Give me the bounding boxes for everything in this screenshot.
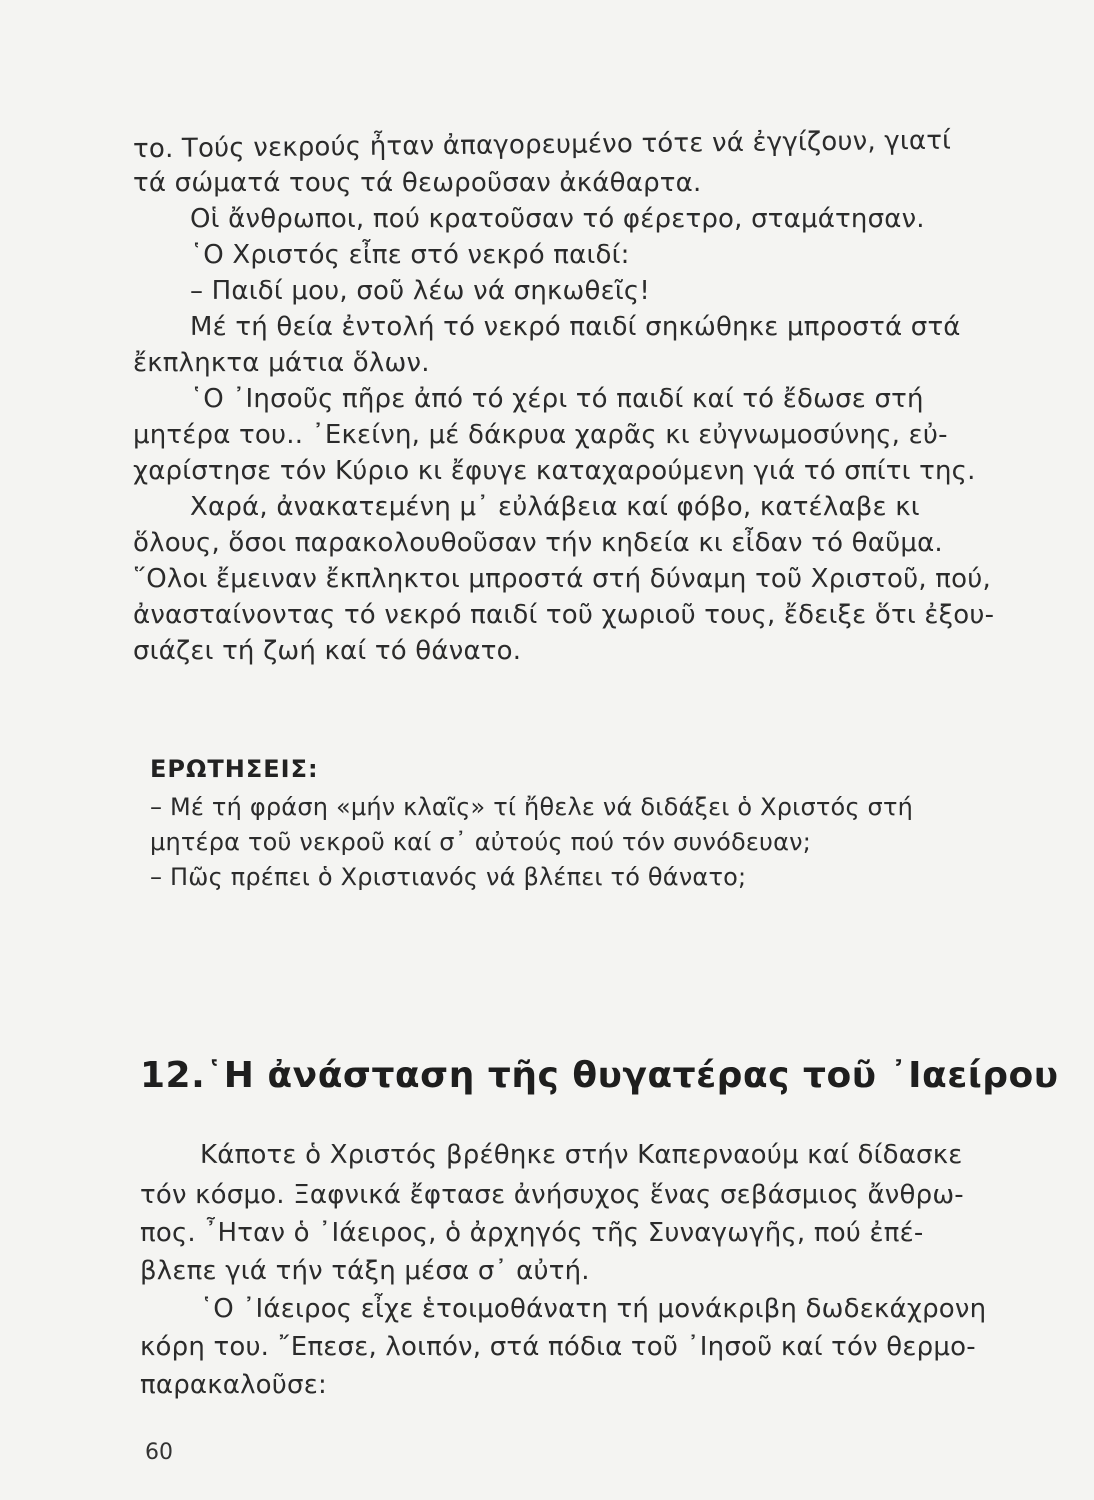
page-number: 60	[145, 1440, 173, 1465]
question-line: – Μέ τή φράση «μήν κλαῖς» τί ἤθελε νά διδάξει ὁ Χριστός στή	[150, 793, 914, 821]
body-line: ῾Ο ᾽Ιάειρος εἶχε ἑτοιμοθάνατη τή μονάκριβη δωδεκάχρονη	[200, 1294, 987, 1324]
question-line: μητέρα τοῦ νεκροῦ καί σ᾽ αὐτούς πού τόν συνόδευαν;	[150, 828, 812, 856]
body-line: ῾Ο ᾽Ιησοῦς πῆρε ἀπό τό χέρι τό παιδί καί τό ἔδωσε στή	[190, 384, 924, 414]
body-line: σιάζει τή ζωή καί τό θάνατο.	[133, 636, 522, 666]
body-line: Οἱ ἄνθρωποι, πού κρατοῦσαν τό φέρετρο, σταμάτησαν.	[190, 204, 925, 234]
body-line: βλεπε γιά τήν τάξη μέσα σ᾽ αὐτή.	[140, 1256, 590, 1286]
body-line: Κάποτε ὁ Χριστός βρέθηκε στήν Καπερναούμ καί δίδασκε	[200, 1140, 963, 1170]
body-line: Μέ τή θεία ἐντολή τό νεκρό παιδί σηκώθηκε μπροστά στά	[190, 312, 961, 342]
body-line: Χαρά, ἀνακατεμένη μ᾽ εὐλάβεια καί φόβο, κατέλαβε κι	[190, 492, 920, 522]
body-line: κόρη του. ῎Επεσε, λοιπόν, στά πόδια τοῦ ᾽Ιησοῦ καί τόν θερμο-	[140, 1332, 976, 1362]
body-line: τόν κόσμο. Ξαφνικά ἔφτασε ἀνήσυχος ἕνας σεβάσμιος ἄνθρω-	[140, 1180, 964, 1210]
body-line: πος. ῏Ηταν ὁ ᾽Ιάειρος, ὁ ἀρχηγός τῆς Συναγωγῆς, πού ἐπέ-	[140, 1218, 924, 1248]
body-line: χαρίστησε τόν Κύριο κι ἔφυγε καταχαρούμενη γιά τό σπίτι της.	[133, 456, 976, 486]
body-line: ἀνασταίνοντας τό νεκρό παιδί τοῦ χωριοῦ τους, ἔδειξε ὅτι ἐξου-	[133, 600, 995, 630]
chapter-title: 12.῾Η ἀνάσταση τῆς θυγατέρας τοῦ ᾽Ιαείρου	[140, 1055, 1059, 1096]
body-line: ῾Ο Χριστός εἶπε στό νεκρό παιδί:	[190, 240, 630, 270]
body-line: ῞Ολοι ἔμειναν ἔκπληκτοι μπροστά στή δύναμη τοῦ Χριστοῦ, πού,	[133, 564, 991, 594]
body-line: ἔκπληκτα μάτια ὅλων.	[133, 348, 430, 378]
body-line: μητέρα του.. ᾽Εκείνη, μέ δάκρυα χαρᾶς κι εὐγνωμοσύνης, εὐ-	[133, 420, 948, 450]
body-line: ὅλους, ὅσοι παρακολουθοῦσαν τήν κηδεία κι εἶδαν τό θαῦμα.	[133, 528, 943, 558]
body-line: παρακαλοῦσε:	[140, 1370, 327, 1400]
body-line: τά σώματά τους τά θεωροῦσαν ἀκάθαρτα.	[133, 168, 702, 198]
questions-heading: ΕΡΩΤΗΣΕΙΣ:	[150, 755, 319, 783]
question-line: – Πῶς πρέπει ὁ Χριστιανός νά βλέπει τό θάνατο;	[150, 863, 747, 891]
body-line: – Παιδί μου, σοῦ λέω νά σηκωθεῖς!	[190, 276, 650, 306]
body-line: το. Τούς νεκρούς ἦταν ἀπαγορευμένο τότε νά ἐγγίζουν, γιατί	[132, 125, 952, 165]
